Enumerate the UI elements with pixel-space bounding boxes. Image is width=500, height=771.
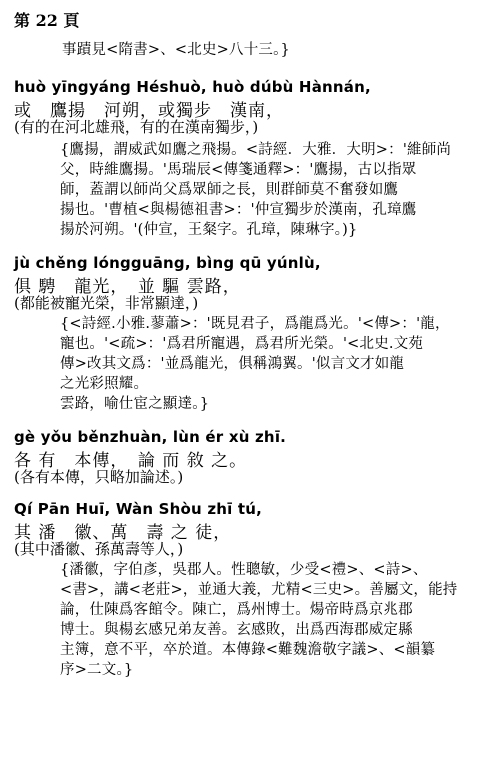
section-4-note-line: 主簿，意不平，卒於道。本傳錄<難魏澹敬字議>、<韻纂 (60, 642, 436, 658)
section-3-translation: (各有本傳，只略加論述。) (14, 468, 184, 486)
section-1-note-line: {鷹揚，謂威武如鷹之飛揚。<詩經．大雅．大明>：'維師尚 (60, 142, 452, 158)
section-2-translation: (都能被寵光榮，非常顯達，) (14, 294, 199, 312)
section-4-note-line: 論，仕陳爲客館令。陳亡，爲州博士。煬帝時爲京兆郡 (60, 602, 413, 618)
section-1-translation: (有的在河北雄飛，有的在漢南獨步，) (14, 118, 259, 136)
section-1-note-line: 師，蓋謂以師尚父爲眾師之長，則群師莫不奮發如鷹 (60, 182, 399, 198)
section-4-text: 其 潘 徽、萬 壽 之 徒， (14, 523, 232, 543)
section-3-pinyin: gè yǒu běnzhuàn, lùn ér xù zhī. (14, 428, 287, 446)
intro-note: 事蹟見<隋書>、<北史>八十三。} (62, 42, 290, 58)
section-4-translation: (其中潘徽、孫萬壽等人，) (14, 540, 184, 558)
page-number: 第 22 頁 (14, 11, 80, 30)
section-4-note-line: 序>二文。} (60, 662, 134, 678)
section-1-pinyin: huò yīngyáng Héshuò, huò dúbù Hànnán, (14, 78, 371, 96)
section-2-text: 俱 騁 龍光， 並 驅 雲路， (14, 277, 241, 297)
section-4-note-line: 博士。與楊玄感兄弟友善。玄感敗，出爲西海郡威定縣 (60, 622, 413, 638)
section-4-note-line: {潘徽，字伯彥，吳郡人。性聰敏，少受<禮>、<詩>、 (60, 562, 428, 578)
section-3-text: 各 有 本傳， 論 而 敘 之。 (14, 451, 248, 471)
section-2-note-line: 傳>改其文爲：'並爲龍光，俱稱鴻翼。'似言文才如龍 (60, 356, 405, 372)
section-4-pinyin: Qí Pān Huī, Wàn Shòu zhī tú, (14, 500, 263, 518)
section-2-pinyin: jù chěng lóngguāng, bìng qū yúnlù, (14, 254, 321, 272)
section-1-text: 或 鷹揚 河朔，或獨步 漢南， (14, 101, 284, 121)
section-2-note-line: {<詩經.小雅.蓼蕭>：'既見君子，爲龍爲光。'<傳>：'龍， (60, 316, 450, 332)
section-2-note-line: 寵也。'<疏>：'爲君所寵遇，爲君所光榮。'<北史.文苑 (60, 336, 424, 352)
section-2-note-line: 之光彩照耀。 (60, 376, 149, 392)
section-1-note-line: 揚也。'曹植<與楊德祖書>：'仲宣獨步於漢南，孔璋鷹 (60, 202, 417, 218)
section-1-note-line: 父，時維鷹揚。'馬瑞辰<傳箋通釋>：'鷹揚，古以指眾 (60, 162, 417, 178)
section-1-note-line: 揚於河朔。'(仲宣，王粲字。孔璋，陳琳字。)} (60, 222, 358, 238)
section-4-note-line: <書>，講<老莊>，並通大義，尤精<三史>。善屬文，能持 (60, 582, 458, 598)
section-2-note-line: 雲路，喻仕宦之顯達。} (60, 396, 210, 412)
